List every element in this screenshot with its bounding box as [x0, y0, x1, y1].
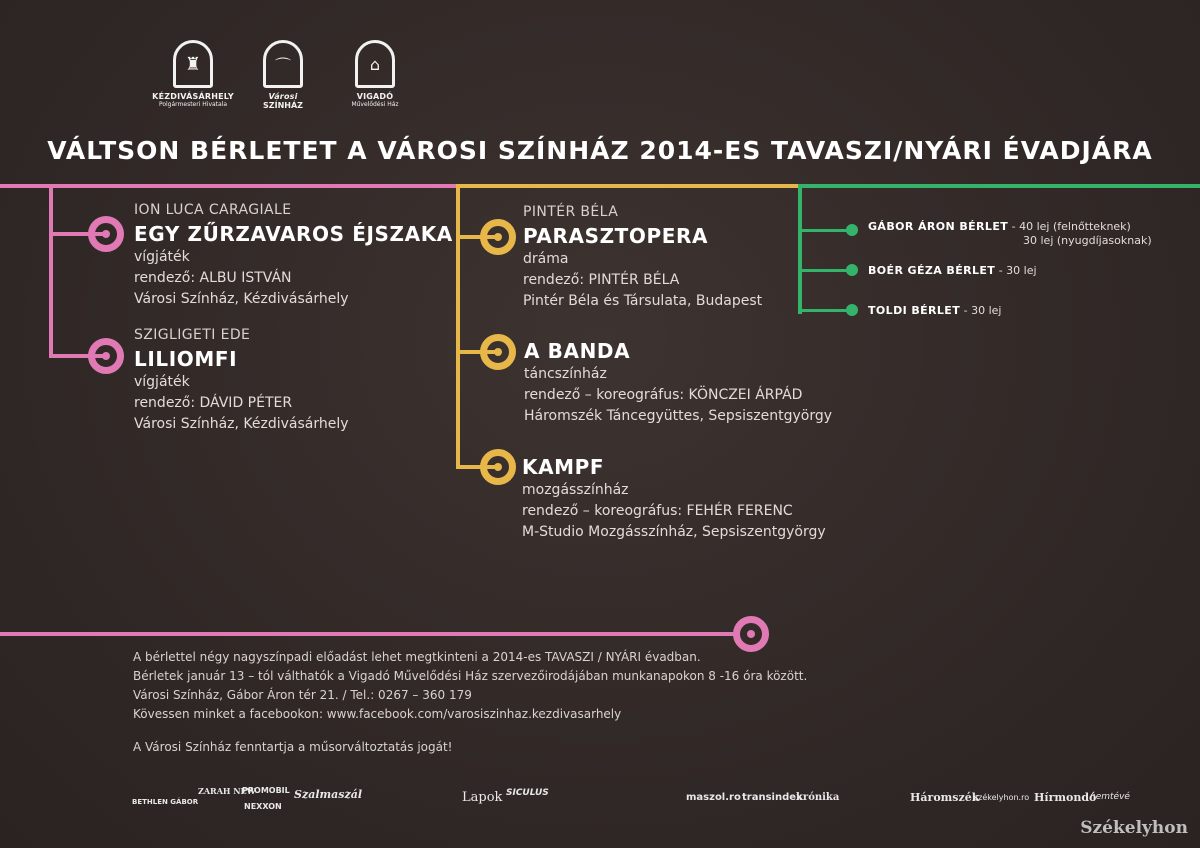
show-company: Pintér Béla és Társulata, Budapest	[523, 293, 763, 309]
logo-line1: KÉZDIVÁSÁRHELY	[152, 92, 234, 101]
show-director: rendező – koreográfus: KÖNCZEI ÁRPÁD	[524, 387, 803, 403]
green-horizontal-line	[800, 184, 1200, 188]
logo-line2: SZÍNHÁZ	[263, 101, 303, 110]
bottom-pink-line	[0, 632, 740, 636]
info-line: Bérletek január 13 – tól válthatók a Vigadó Művelődési Ház szervezőirodájában munkanapokon 8 -16 óra között.	[133, 669, 808, 683]
show-director: rendező: DÁVID PÉTER	[134, 395, 293, 411]
pink-horizontal-line	[0, 184, 458, 188]
pass-dot-icon	[846, 304, 858, 316]
show-director: rendező: ALBU ISTVÁN	[134, 270, 292, 286]
show-genre: vígjáték	[134, 374, 190, 390]
pass-name: BOÉR GÉZA BÉRLET	[868, 264, 996, 277]
green-branch-3	[798, 309, 850, 312]
green-vertical-line	[798, 184, 802, 314]
logo-line1: Városi	[268, 92, 298, 101]
pass-name: GÁBOR ÁRON BÉRLET	[868, 220, 1009, 233]
info-line: Városi Színház, Gábor Áron tér 21. / Tel.: 0267 – 360 179	[133, 688, 472, 702]
show-a-banda	[524, 338, 832, 427]
statue-icon: ♜	[173, 40, 213, 88]
show-bullet-icon	[88, 216, 124, 252]
show-director: rendező – koreográfus: FEHÉR FERENC	[522, 503, 793, 519]
pass-price: - 30 lej	[995, 264, 1037, 277]
pass-price: - 40 lej (felnőtteknek)	[1008, 220, 1131, 233]
sponsor-logo: Szalmaszál	[294, 788, 363, 801]
show-company: M-Studio Mozgásszínház, Sepsiszentgyörgy	[522, 524, 826, 540]
show-company: Városi Színház, Kézdivásárhely	[134, 291, 349, 307]
show-kampf	[522, 454, 826, 543]
show-genre: mozgásszínház	[522, 482, 629, 498]
pass-gabor-aron	[868, 220, 1152, 248]
curtain-icon: ⌒	[263, 40, 303, 88]
sponsor-logo: SICULUS	[506, 788, 549, 798]
page-title: VÁLTSON BÉRLETET A VÁROSI SZÍNHÁZ 2014-ES TAVASZI/NYÁRI ÉVADJÁRA	[47, 136, 1153, 165]
yellow-vertical-line	[456, 184, 460, 468]
show-company: Háromszék Táncegyüttes, Sepsiszentgyörgy	[524, 408, 833, 424]
show-director: rendező: PINTÉR BÉLA	[523, 272, 680, 288]
sponsor-logo: Lapok	[462, 790, 503, 805]
sponsor-logo: Háromszék	[910, 791, 980, 804]
info-line: A bérlettel négy nagyszínpadi előadást lehet megtkinteni a 2014-es TAVASZI / NYÁRI évadban.	[133, 650, 701, 664]
sponsor-logo: BETHLEN GÁBOR	[132, 798, 199, 806]
end-bullet-icon	[733, 616, 769, 652]
show-title: LILIOMFI	[134, 347, 238, 371]
yellow-horizontal-line	[458, 184, 800, 188]
show-genre: vígjáték	[134, 249, 190, 265]
pass-price-secondary: 30 lej (nyugdíjasoknak)	[1023, 234, 1152, 247]
pink-vertical-line	[49, 184, 53, 356]
pass-dot-icon	[846, 224, 858, 236]
sponsor-logo: Hírmondó	[1034, 791, 1097, 804]
pass-price: - 30 lej	[960, 304, 1002, 317]
show-author: SZIGLIGETI EDE	[134, 327, 251, 343]
show-title: EGY ZŰRZAVAROS ÉJSZAKA	[134, 222, 453, 246]
sponsor-logo: ZARAH NEW	[198, 786, 256, 796]
sponsor-logo: nemtévé	[1090, 792, 1130, 802]
pass-name: TOLDI BÉRLET	[868, 304, 961, 317]
show-bullet-icon	[88, 338, 124, 374]
sponsor-logo: maszol.ro	[686, 792, 741, 803]
show-title: KAMPF	[522, 455, 605, 479]
show-parasztopera	[523, 202, 762, 312]
sponsor-logo: székelyhon.ro	[974, 793, 1030, 802]
pass-boer-geza	[868, 264, 1037, 278]
logo-varosi-szinhaz	[248, 40, 318, 110]
logo-line1: VIGADÓ	[356, 92, 394, 101]
pass-dot-icon	[846, 264, 858, 276]
sponsor-logo: krónika	[796, 792, 840, 803]
show-author: PINTÉR BÉLA	[523, 204, 619, 220]
show-genre: dráma	[523, 251, 569, 267]
info-line-facebook: Kövessen minket a facebookon: www.facebook.com/varosiszinhaz.kezdivasarhely	[133, 707, 622, 721]
show-title: A BANDA	[524, 339, 631, 363]
watermark-szekelyhon: Székelyhon	[1080, 818, 1188, 838]
program-change-notice: A Városi Színház fenntartja a műsorváltoztatás jogát!	[133, 740, 453, 754]
show-bullet-icon	[480, 334, 516, 370]
logo-vigado	[330, 40, 420, 108]
show-company: Városi Színház, Kézdivásárhely	[134, 416, 349, 432]
logo-line2: Polgármesteri Hivatala	[158, 101, 228, 108]
logo-line2: Művelődési Ház	[351, 101, 399, 108]
show-bullet-icon	[480, 219, 516, 255]
logo-polgarmesteri-hivatal	[133, 40, 253, 108]
sponsor-logo: NEXXON	[244, 802, 282, 811]
sponsor-logo: PROMOBIL	[242, 786, 290, 795]
show-genre: táncszínház	[524, 366, 607, 382]
show-liliomfi	[134, 325, 349, 435]
building-icon: ⌂	[355, 40, 395, 88]
show-egy-zurzavaros-ejszaka	[134, 200, 453, 310]
show-bullet-icon	[480, 449, 516, 485]
sponsor-logo: transindex	[742, 792, 803, 803]
pass-toldi	[868, 304, 1001, 318]
green-branch-2	[798, 269, 850, 272]
show-author: ION LUCA CARAGIALE	[134, 202, 292, 218]
info-block	[133, 648, 807, 724]
show-title: PARASZTOPERA	[523, 224, 709, 248]
green-branch-1	[798, 229, 850, 232]
sponsor-strip	[132, 776, 1132, 816]
